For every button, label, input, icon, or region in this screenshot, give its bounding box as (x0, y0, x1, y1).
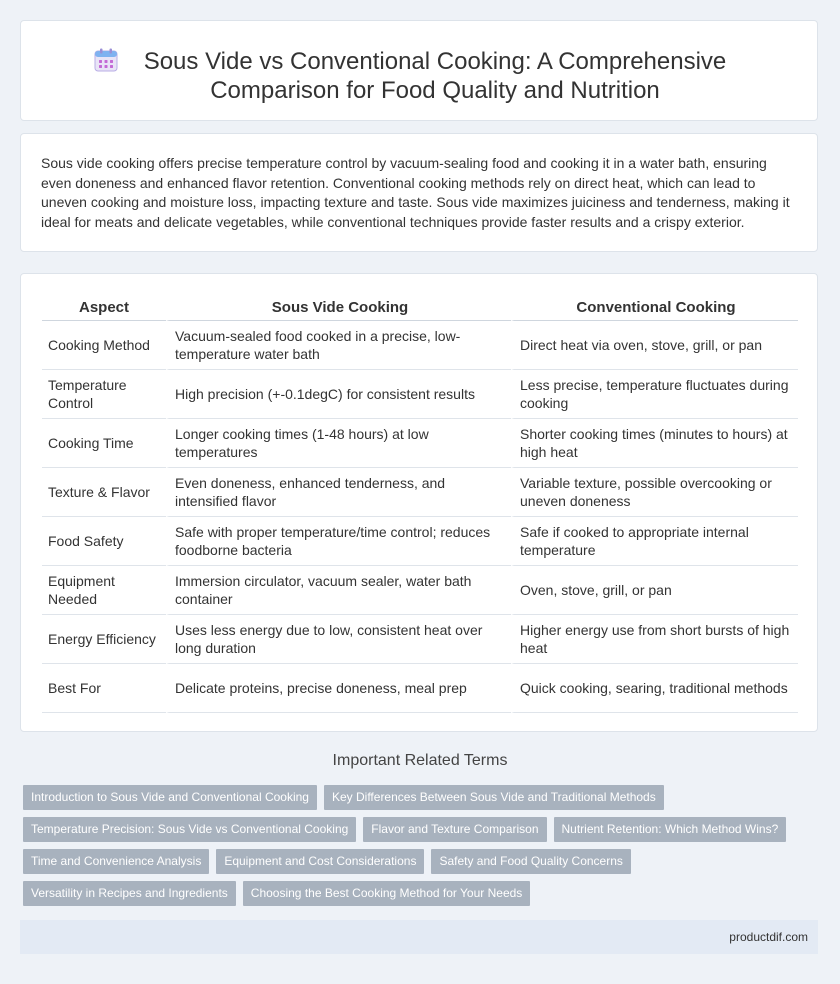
related-term-tag[interactable]: Key Differences Between Sous Vide and Traditional Methods (324, 785, 664, 810)
aspect-cell: Energy Efficiency (42, 615, 166, 664)
sous-vide-cell: Uses less energy due to low, consistent heat over long duration (166, 615, 511, 664)
aspect-cell: Cooking Time (42, 419, 166, 468)
page-title: Sous Vide vs Conventional Cooking: A Comprehensive Comparison for Food Quality and Nutrition (143, 48, 727, 104)
conventional-cell: Less precise, temperature fluctuates during cooking (511, 370, 798, 419)
related-term-tag[interactable]: Nutrient Retention: Which Method Wins? (554, 817, 787, 842)
conventional-cell: Shorter cooking times (minutes to hours) at high heat (511, 419, 798, 468)
related-term-tag[interactable]: Flavor and Texture Comparison (363, 817, 546, 842)
conventional-cell: Direct heat via oven, stove, grill, or pan (511, 321, 798, 370)
table-row (42, 664, 798, 713)
conventional-cell: Safe if cooked to appropriate internal temperature (511, 517, 798, 566)
table-row (42, 517, 798, 566)
sous-vide-cell: Delicate proteins, precise doneness, meal prep (166, 664, 511, 713)
comparison-card (20, 273, 818, 732)
header-conventional: Conventional Cooking (511, 294, 798, 321)
conventional-cell: Higher energy use from short bursts of high heat (511, 615, 798, 664)
sous-vide-cell: Immersion circulator, vacuum sealer, water bath container (166, 566, 511, 615)
table-row (42, 566, 798, 615)
table-row (42, 615, 798, 664)
table-row (42, 419, 798, 468)
sous-vide-cell: Vacuum-sealed food cooked in a precise, low-temperature water bath (166, 321, 511, 370)
title-card (20, 20, 818, 121)
table-row (42, 370, 798, 419)
sous-vide-cell: Safe with proper temperature/time control; reduces foodborne bacteria (166, 517, 511, 566)
header-aspect: Aspect (42, 294, 166, 321)
comparison-table (42, 294, 798, 713)
aspect-cell: Cooking Method (42, 321, 166, 370)
related-term-tag[interactable]: Versatility in Recipes and Ingredients (23, 881, 236, 906)
conventional-cell: Oven, stove, grill, or pan (511, 566, 798, 615)
sous-vide-cell: High precision (+-0.1degC) for consistent results (166, 370, 511, 419)
calendar-icon (93, 47, 119, 73)
sous-vide-cell: Longer cooking times (1-48 hours) at low temperatures (166, 419, 511, 468)
conventional-cell: Quick cooking, searing, traditional methods (511, 664, 798, 713)
related-term-tag[interactable]: Safety and Food Quality Concerns (431, 849, 630, 874)
footer (20, 920, 818, 954)
related-term-tag[interactable]: Equipment and Cost Considerations (216, 849, 424, 874)
intro-paragraph: Sous vide cooking offers precise temperature control by vacuum-sealing food and cooking it in a water bath, ensuring even doneness and enhanced flavor retention. Conventional cooking methods rely on direct heat, which can lead to uneven cooking and moisture loss, impacting texture and taste. Sous vide maximizes juiciness and tenderness, making it ideal for meats and delicate vegetables, while conventional techniques provide faster results and a crispy exterior. (41, 155, 790, 230)
aspect-cell: Temperature Control (42, 370, 166, 419)
intro-card (20, 133, 818, 252)
header-sous-vide: Sous Vide Cooking (166, 294, 511, 321)
table-row (42, 321, 798, 370)
related-term-tag[interactable]: Time and Convenience Analysis (23, 849, 209, 874)
related-term-tag[interactable]: Temperature Precision: Sous Vide vs Conventional Cooking (23, 817, 356, 842)
footer-site-link[interactable]: productdif.com (729, 930, 808, 944)
table-row (42, 468, 798, 517)
related-terms-list (23, 785, 813, 913)
aspect-cell: Texture & Flavor (42, 468, 166, 517)
related-terms-heading: Important Related Terms (332, 752, 508, 769)
table-header-row (42, 294, 798, 321)
related-term-tag[interactable]: Choosing the Best Cooking Method for Your Needs (243, 881, 531, 906)
aspect-cell: Food Safety (42, 517, 166, 566)
related-term-tag[interactable]: Introduction to Sous Vide and Conventional Cooking (23, 785, 317, 810)
conventional-cell: Variable texture, possible overcooking or uneven doneness (511, 468, 798, 517)
aspect-cell: Best For (42, 664, 166, 713)
sous-vide-cell: Even doneness, enhanced tenderness, and intensified flavor (166, 468, 511, 517)
aspect-cell: Equipment Needed (42, 566, 166, 615)
